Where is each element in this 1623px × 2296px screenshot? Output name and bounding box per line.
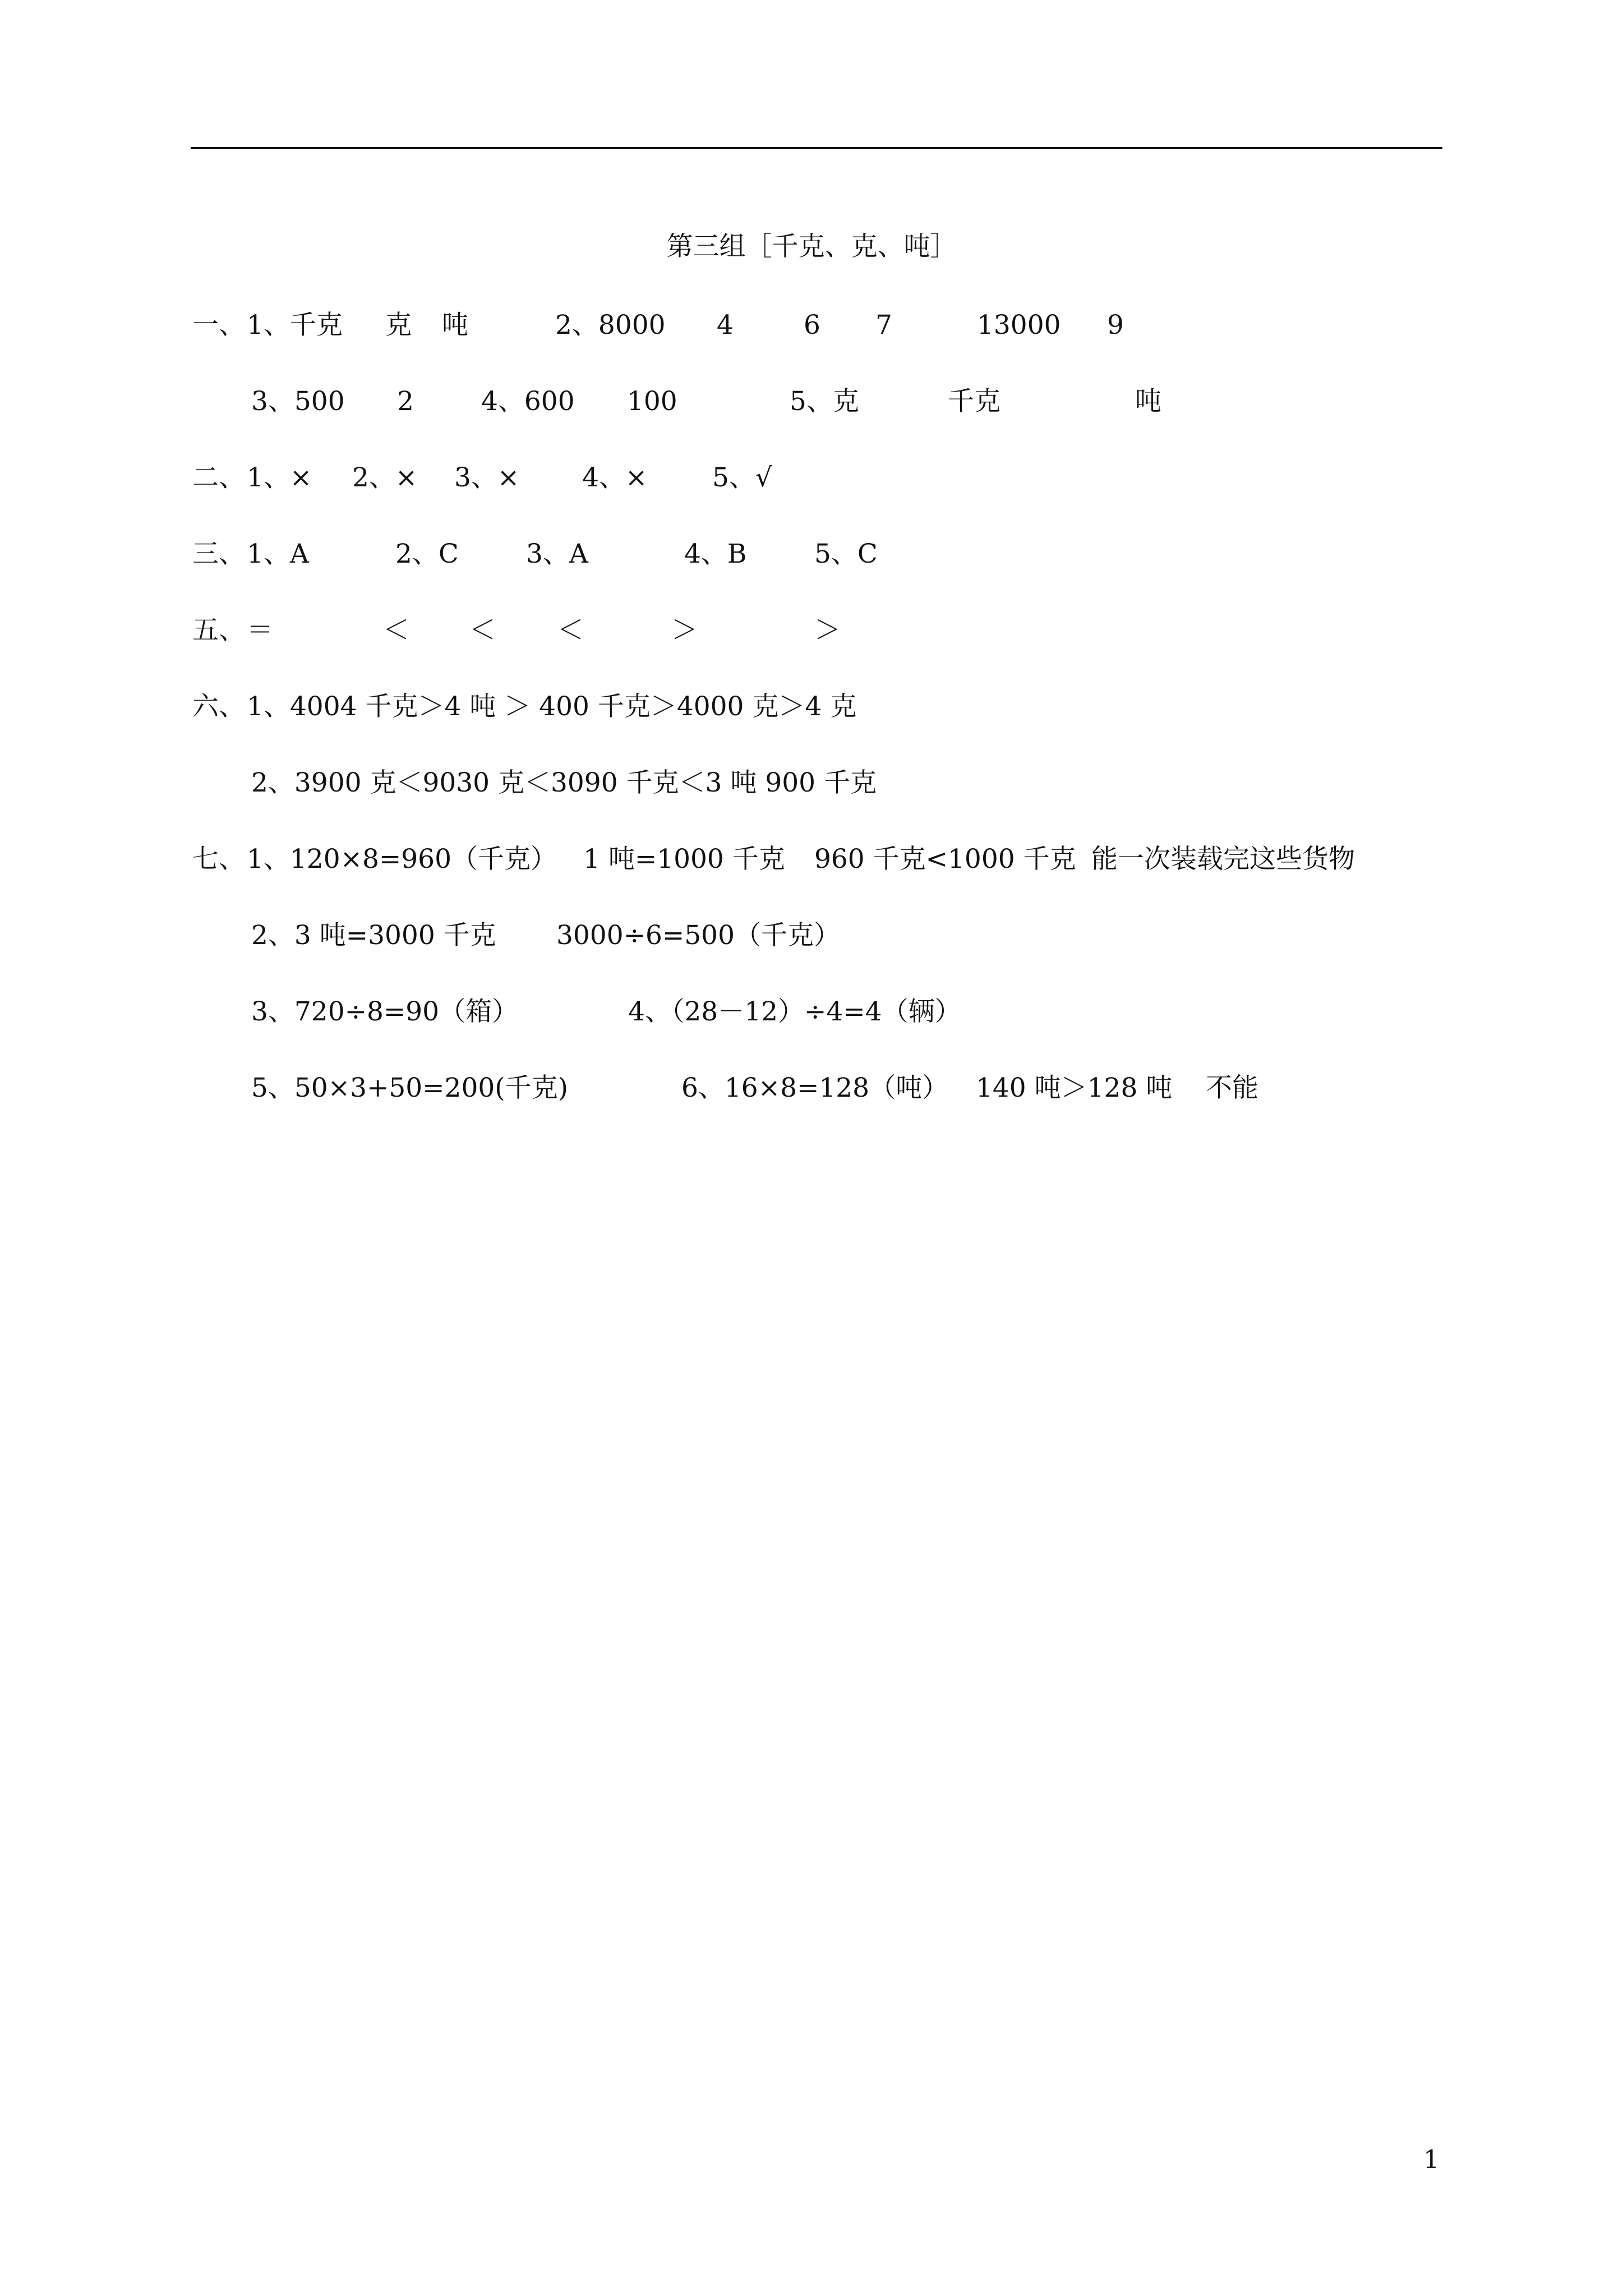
answer-item: 6	[804, 310, 820, 341]
section-5-line	[0, 608, 1623, 653]
answer-item: 4、600	[481, 386, 575, 417]
answer-item: 2、×	[352, 462, 418, 493]
answer-item: ＜	[383, 615, 409, 646]
section-7-line-1	[0, 837, 1623, 882]
header-rule	[191, 147, 1442, 149]
section-label: 一、	[192, 310, 245, 341]
answer-item: 5、C	[814, 539, 878, 569]
answer-item: 4、×	[582, 462, 648, 493]
page-number: 1	[1423, 2145, 1440, 2174]
section-label: 七、	[192, 844, 245, 875]
section-3-line	[0, 532, 1623, 577]
answer-item: 3、500	[251, 386, 345, 417]
section-1-line-1	[0, 303, 1623, 348]
section-label: 六、	[192, 691, 245, 722]
answer-item: 千克	[948, 386, 1000, 417]
answer-item: 4	[717, 310, 734, 341]
answer-item: 1 吨=1000 千克	[583, 844, 785, 875]
answer-item: 2、3 吨=3000 千克	[251, 920, 496, 951]
answer-item: ＞	[671, 615, 698, 646]
section-label: 三、	[192, 539, 245, 569]
answer-item: ＝	[247, 615, 273, 646]
answer-item: 克	[385, 310, 412, 341]
section-6-line-2	[0, 761, 1623, 806]
answer-item: 2、3900 克＜9030 克＜3090 千克＜3 吨 900 千克	[251, 767, 877, 798]
answer-item: 960 千克<1000 千克	[814, 844, 1076, 875]
answer-item: 6、16×8=128（吨）	[681, 1073, 949, 1103]
answer-item: 吨	[442, 310, 468, 341]
answer-item: 1、A	[247, 539, 309, 569]
answer-item: 4、（28－12）÷4=4（辆）	[628, 996, 961, 1027]
answer-item: 能一次装载完这些货物	[1091, 844, 1355, 875]
answer-item: 1、×	[247, 462, 312, 493]
answer-item: 1、千克	[247, 310, 343, 341]
answer-item: 2	[397, 386, 414, 417]
answer-item: 1、4004 千克＞4 吨 ＞ 400 千克＞4000 克＞4 克	[247, 691, 857, 722]
answer-item: 2、C	[395, 539, 459, 569]
answer-item: 3、A	[526, 539, 588, 569]
answer-item: 140 吨＞128 吨	[976, 1073, 1173, 1103]
answer-item: 13000	[977, 310, 1061, 341]
answer-item: 3000÷6=500（千克）	[556, 920, 840, 951]
answer-item: ＜	[469, 615, 496, 646]
page-title: 第三组［千克、克、吨］	[666, 231, 957, 262]
answer-item: 5、克	[790, 386, 859, 417]
section-2-line	[0, 455, 1623, 500]
answer-item: ＜	[557, 615, 584, 646]
section-7-line-3	[0, 990, 1623, 1034]
answer-item: 100	[627, 386, 677, 417]
section-6-line-1	[0, 684, 1623, 729]
answer-item: 5、√	[712, 462, 772, 493]
answer-item: 3、×	[454, 462, 520, 493]
answer-item: 5、50×3+50=200(千克)	[251, 1073, 568, 1103]
answer-item: 9	[1107, 310, 1124, 341]
answer-item: 3、720÷8=90（箱）	[251, 996, 519, 1027]
answer-item: 7	[875, 310, 892, 341]
section-label: 二、	[192, 462, 245, 493]
section-7-line-4	[0, 1066, 1623, 1111]
answer-item: 吨	[1135, 386, 1161, 417]
answer-item: 4、B	[684, 539, 747, 569]
answer-item: 不能	[1206, 1073, 1258, 1103]
answer-item: 1、120×8=960（千克）	[247, 844, 557, 875]
section-1-line-2	[0, 379, 1623, 424]
section-7-line-2	[0, 913, 1623, 958]
answer-item: ＞	[814, 615, 841, 646]
answer-item: 2、8000	[555, 310, 666, 341]
section-label: 五、	[192, 615, 245, 646]
